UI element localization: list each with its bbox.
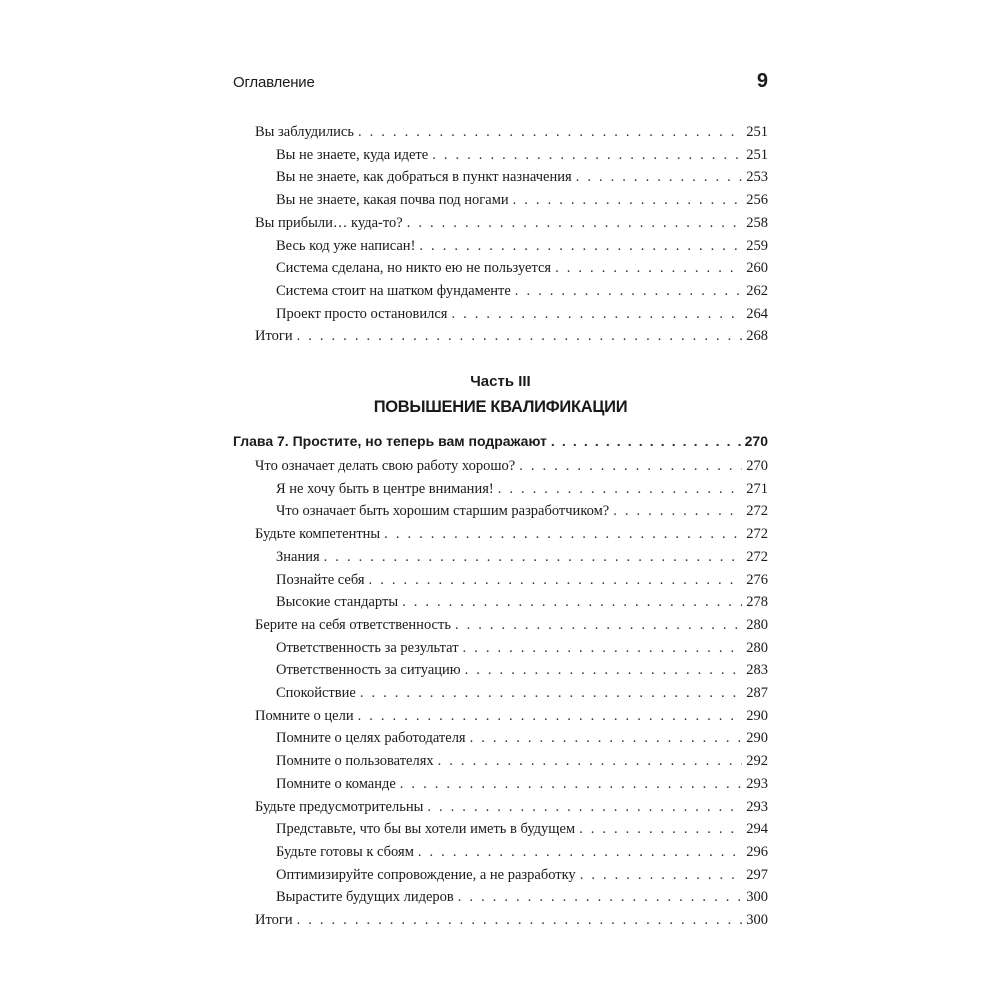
toc-entry-page: 292: [746, 753, 768, 770]
dot-leader: [465, 661, 743, 679]
toc-entry: [276, 888, 768, 906]
dot-leader: [458, 888, 742, 906]
dot-leader: [407, 214, 743, 232]
toc-entry-title: Вы не знаете, как добраться в пункт назначения: [276, 169, 572, 186]
toc-entry: [276, 729, 768, 747]
toc-entry-page: 280: [746, 639, 768, 656]
toc-entry: [255, 798, 768, 816]
toc-entry: [255, 911, 768, 929]
dot-leader: [369, 571, 743, 589]
dot-leader: [358, 707, 743, 725]
toc-entry-title: Будьте предусмотрительны: [255, 798, 424, 815]
toc-entry-page: 278: [746, 594, 768, 611]
dot-leader: [580, 866, 743, 884]
toc-entry: [276, 548, 768, 566]
dot-leader: [513, 191, 743, 209]
toc-entry-title: Высокие стандарты: [276, 594, 399, 611]
toc-entry: [255, 616, 768, 634]
toc-entry: [255, 525, 768, 543]
toc-entry: [255, 457, 768, 475]
toc-entry-title: Спокойствие: [276, 685, 356, 701]
toc-entry-title: Помните о цели: [255, 707, 354, 724]
toc-entry-title: Познайте себя: [276, 571, 365, 588]
toc-entry-title: Представьте, что бы вы хотели иметь в будущем: [276, 821, 576, 838]
toc-entry-title: Помните о целях работодателя: [276, 730, 466, 747]
toc-entry: [276, 775, 768, 793]
toc-entry: [276, 146, 768, 164]
toc-entry: [255, 123, 768, 141]
dot-leader: [463, 639, 743, 657]
dot-leader: [400, 775, 742, 793]
dot-leader: [613, 502, 742, 520]
toc-entry-title: Вы заблудились: [255, 124, 354, 140]
dot-leader: [438, 752, 743, 770]
toc-entry-title: Ответственность за ситуацию: [276, 662, 461, 679]
toc-entry-page: 293: [746, 775, 768, 792]
toc-entry: [276, 259, 768, 277]
toc-entry: [276, 502, 768, 520]
toc-entry-title: Итоги: [255, 912, 293, 928]
toc-entry-page: 290: [746, 730, 768, 747]
toc-entry: [276, 752, 768, 770]
toc-entry: [276, 282, 768, 300]
dot-leader: [498, 480, 743, 498]
toc-entry: [276, 593, 768, 611]
dot-leader: [579, 820, 742, 838]
toc-entry-page: 270: [746, 458, 768, 474]
toc-entry-title: Проект просто остановился: [276, 305, 448, 322]
dot-leader: [432, 146, 742, 164]
toc-entry-title: Будьте готовы к сбоям: [276, 843, 414, 860]
dot-leader: [360, 684, 742, 702]
toc-entry-page: 260: [746, 260, 768, 277]
dot-leader: [419, 237, 742, 255]
dot-leader: [519, 457, 742, 475]
toc-entry-title: Весь код уже написан!: [276, 237, 416, 254]
toc-entry: [233, 432, 768, 450]
dot-leader: [455, 616, 742, 634]
toc-entry-title: Оптимизируйте сопровождение, а не разработку: [276, 866, 576, 883]
toc-entry-title: Берите на себя ответственность: [255, 616, 451, 633]
toc-entry-title: Что означает быть хорошим старшим разработчиком?: [276, 503, 610, 520]
toc-entry: [276, 639, 768, 657]
toc-entry-title: Знания: [276, 548, 320, 565]
toc-entry: [255, 707, 768, 725]
toc-entry-title: Вы не знаете, какая почва под ногами: [276, 192, 509, 209]
dot-leader: [470, 729, 743, 747]
toc-entry-page: 271: [746, 480, 768, 497]
toc-entry-page: 300: [746, 889, 768, 906]
toc-entry-title: Я не хочу быть в центре внимания!: [276, 480, 494, 497]
dot-leader: [402, 593, 742, 611]
dot-leader: [418, 843, 742, 861]
toc-entry-page: 297: [746, 866, 768, 883]
toc-entry-page: 259: [746, 237, 768, 254]
toc-entry-page: 283: [746, 662, 768, 679]
toc-entry: [276, 866, 768, 884]
dot-leader: [297, 911, 743, 929]
toc-entry: [276, 168, 768, 186]
toc-entry: [276, 684, 768, 702]
toc-entry-page: 287: [746, 685, 768, 701]
toc-entry: [276, 305, 768, 323]
toc-entry-title: Помните о пользователях: [276, 753, 434, 770]
toc-entry-page: 280: [746, 616, 768, 633]
toc-entry-title: Глава 7. Простите, но теперь вам подражают: [233, 433, 547, 449]
page-number: 9: [756, 70, 768, 92]
toc-entry-page: 272: [746, 503, 768, 520]
toc-entry-title: Помните о команде: [276, 775, 396, 792]
toc-entry-page: 270: [744, 433, 768, 449]
toc-entry-title: Ответственность за результат: [276, 639, 459, 656]
toc-entry: [276, 571, 768, 589]
toc-entry-title: Система стоит на шатком фундаменте: [276, 282, 511, 299]
dot-leader: [297, 327, 743, 345]
toc-entry-page: 253: [746, 169, 768, 186]
toc-entry: [276, 661, 768, 679]
toc-entry-page: 276: [746, 571, 768, 588]
part-title: ПОВЫШЕНИЕ КВАЛИФИКАЦИИ: [373, 398, 628, 416]
toc-entry-page: 272: [746, 548, 768, 565]
toc-entry-title: Вы не знаете, куда идете: [276, 146, 429, 163]
toc-entry-page: 268: [746, 328, 768, 345]
toc-entry-page: 272: [746, 526, 768, 543]
toc-entry-title: Система сделана, но никто ею не пользуется: [276, 260, 552, 277]
dot-leader: [515, 282, 742, 300]
toc-entry-page: 296: [746, 843, 768, 860]
toc-entry: [255, 327, 768, 345]
part-label: Часть III: [470, 373, 531, 390]
toc-entry-page: 258: [746, 214, 768, 231]
toc-entry-title: Будьте компетентны: [255, 526, 381, 543]
toc-entry-page: 293: [746, 798, 768, 815]
toc-entry-page: 264: [746, 305, 768, 322]
toc-entry-title: Вырастите будущих лидеров: [276, 889, 454, 906]
toc-entry: [255, 214, 768, 232]
toc-entry-page: 294: [746, 821, 768, 838]
toc-entry-page: 251: [746, 124, 768, 140]
dot-leader: [555, 259, 742, 277]
toc-entry-page: 290: [746, 707, 768, 724]
toc-entry: [276, 820, 768, 838]
toc-entry: [276, 237, 768, 255]
toc-entry-page: 256: [746, 192, 768, 209]
dot-leader: [576, 168, 743, 186]
toc-entry-page: 262: [746, 282, 768, 299]
toc-entry-page: 251: [746, 146, 768, 163]
toc-entry: [276, 191, 768, 209]
dot-leader: [384, 525, 742, 543]
toc-entry: [276, 480, 768, 498]
dot-leader: [358, 123, 742, 141]
dot-leader: [551, 432, 741, 450]
toc-entry-title: Итоги: [255, 328, 293, 345]
toc-entry: [276, 843, 768, 861]
dot-leader: [427, 798, 742, 816]
toc-entry-title: Вы прибыли… куда-то?: [255, 214, 403, 231]
toc-entry-title: Что означает делать свою работу хорошо?: [255, 458, 516, 474]
dot-leader: [451, 305, 742, 323]
running-header-title: Оглавление: [233, 74, 315, 91]
dot-leader: [324, 548, 743, 566]
toc-entry-page: 300: [746, 912, 768, 928]
